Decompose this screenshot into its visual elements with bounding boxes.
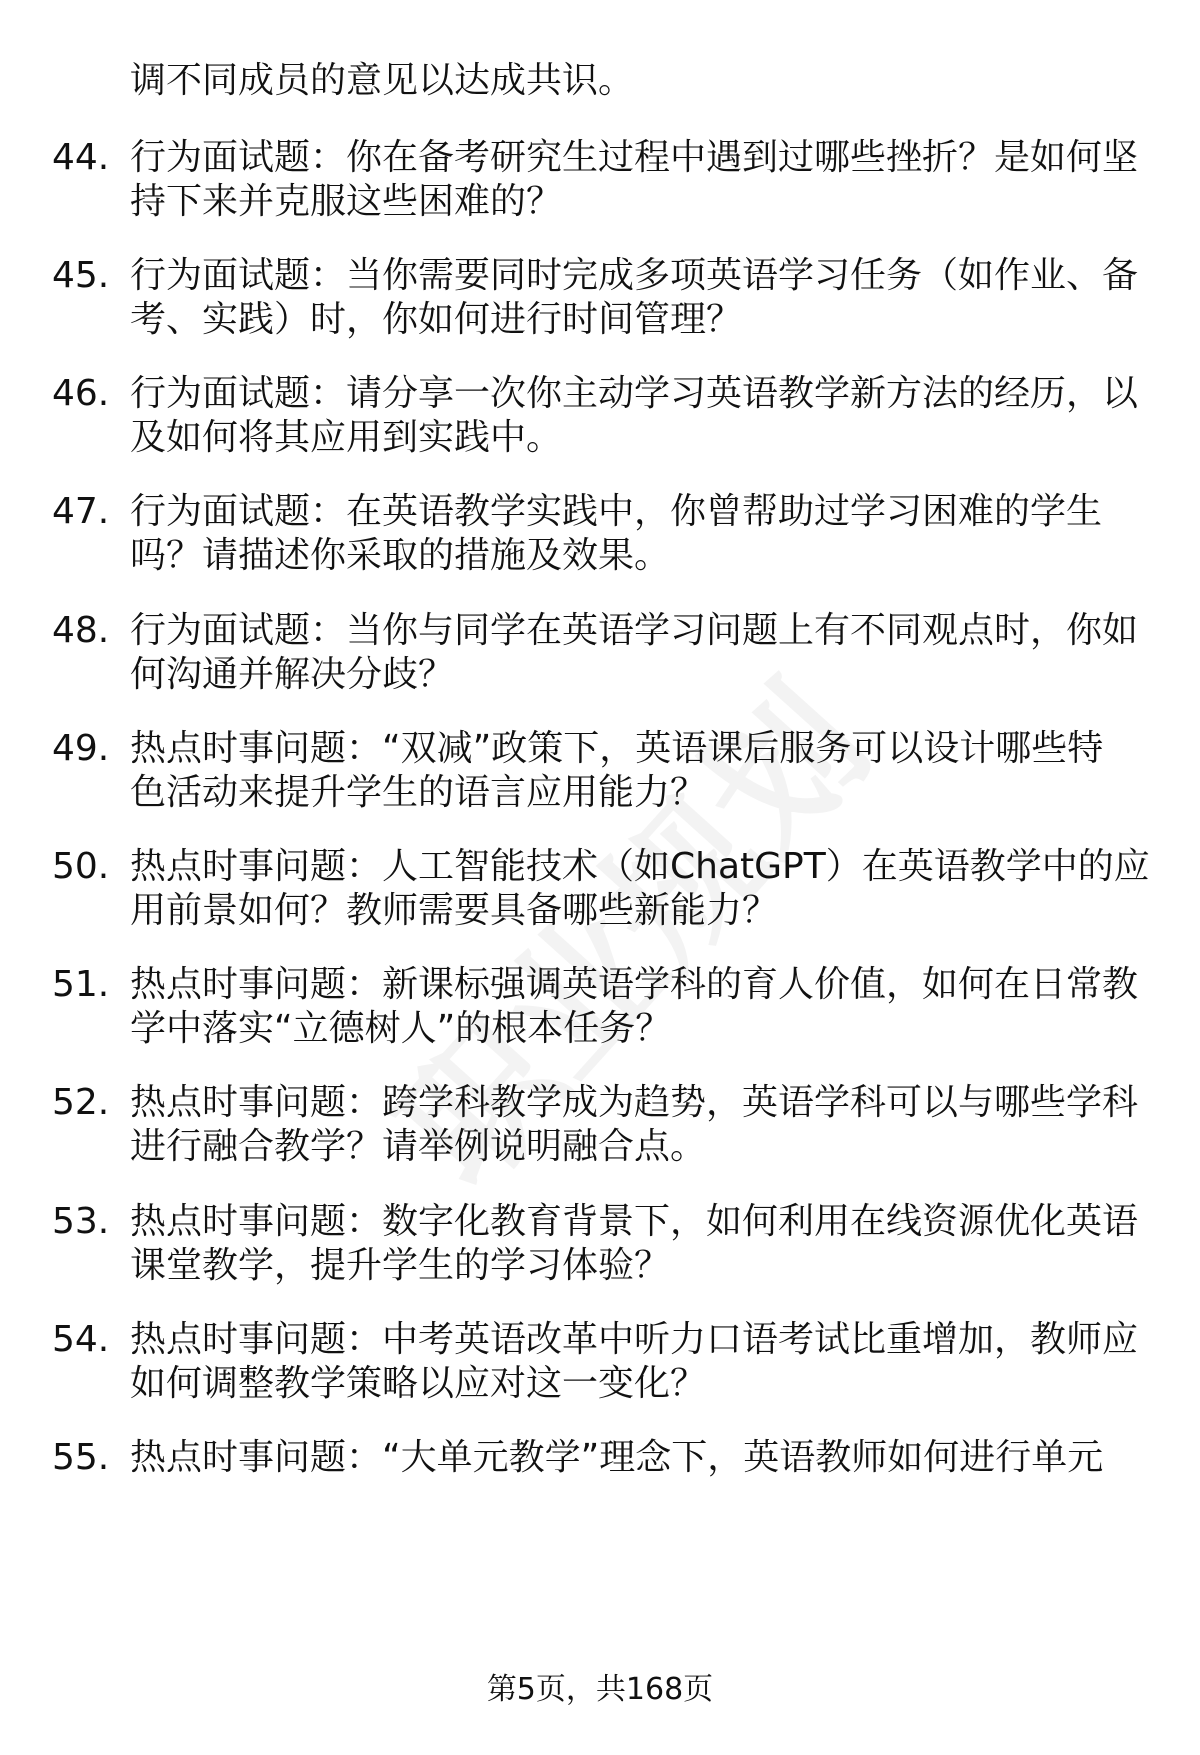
- item-line: 及如何将其应用到实践中。: [130, 417, 563, 458]
- item-line: 考、实践）时，你如何进行时间管理？: [130, 299, 743, 340]
- item-line: 持下来并克服这些困难的？: [130, 181, 563, 222]
- carryover-line: 调不同成员的意见以达成共识。: [130, 60, 635, 101]
- item-line: 色活动来提升学生的语言应用能力？: [130, 772, 707, 813]
- item-line: 行为面试题：当你与同学在英语学习问题上有不同观点时，你如: [130, 610, 1139, 651]
- item-number: 55.: [52, 1437, 110, 1478]
- item-line: 如何调整教学策略以应对这一变化？: [130, 1363, 707, 1404]
- item-line: 用前景如何？教师需要具备哪些新能力？: [130, 890, 779, 931]
- item-line: 行为面试题：当你需要同时完成多项英语学习任务（如作业、备: [130, 255, 1139, 296]
- item-number: 50.: [52, 846, 110, 887]
- item-number: 46.: [52, 373, 110, 414]
- item-number: 53.: [52, 1201, 110, 1242]
- item-line: 热点时事问题：“大单元教学”理念下，英语教师如何进行单元: [130, 1437, 1104, 1478]
- item-line: 行为面试题：你在备考研究生过程中遇到过哪些挫折？是如何坚: [130, 137, 1139, 178]
- item-number: 54.: [52, 1319, 110, 1360]
- item-line: 热点时事问题：新课标强调英语学科的育人价值，如何在日常教: [130, 964, 1139, 1005]
- item-line: 热点时事问题：中考英语改革中听力口语考试比重增加，教师应: [130, 1319, 1139, 1360]
- item-number: 51.: [52, 964, 110, 1005]
- item-line: 行为面试题：在英语教学实践中，你曾帮助过学习困难的学生: [130, 491, 1103, 532]
- item-number: 45.: [52, 255, 110, 296]
- item-number: 48.: [52, 610, 110, 651]
- item-line: 热点时事问题：“双减”政策下，英语课后服务可以设计哪些特: [130, 728, 1104, 769]
- page-footer: 第5页，共168页: [486, 1672, 714, 1707]
- item-line: 热点时事问题：跨学科教学成为趋势，英语学科可以与哪些学科: [130, 1082, 1139, 1123]
- item-line: 课堂教学，提升学生的学习体验？: [130, 1245, 671, 1286]
- item-number: 49.: [52, 728, 110, 769]
- item-number: 47.: [52, 491, 110, 532]
- item-line: 热点时事问题：人工智能技术（如ChatGPT）在英语教学中的应: [130, 846, 1150, 887]
- item-number: 44.: [52, 137, 110, 178]
- item-line: 吗？请描述你采取的措施及效果。: [130, 535, 671, 576]
- item-line: 进行融合教学？请举例说明融合点。: [130, 1126, 707, 1167]
- item-line: 热点时事问题：数字化教育背景下，如何利用在线资源优化英语: [130, 1201, 1139, 1242]
- item-line: 何沟通并解决分歧？: [130, 654, 455, 695]
- item-line: 行为面试题：请分享一次你主动学习英语教学新方法的经历，以: [130, 373, 1139, 414]
- item-line: 学中落实“立德树人”的根本任务？: [130, 1008, 672, 1049]
- item-number: 52.: [52, 1082, 110, 1123]
